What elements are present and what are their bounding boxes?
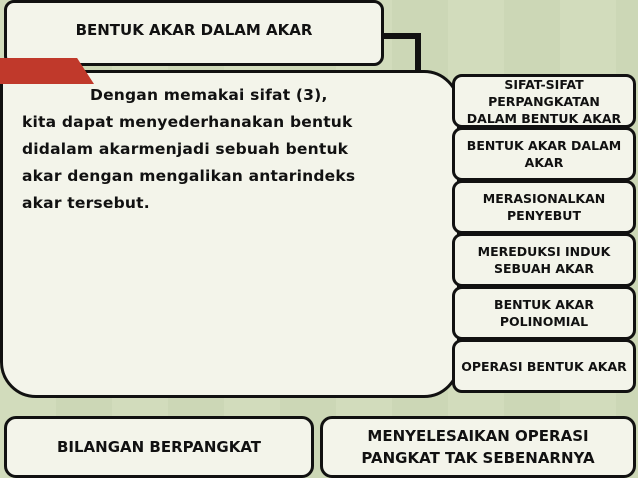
footer-button-label: BILANGAN BERPANGKAT <box>56 438 262 456</box>
menu-button-sifat-sifat[interactable] <box>452 74 636 128</box>
menu-button-label: MERASIONALKAN PENYEBUT <box>482 191 606 223</box>
footer-button-label: MENYELESAIKAN OPERASI PANGKAT TAK SEBENARNYA <box>361 427 595 467</box>
menu-button-label: OPERASI BENTUK AKAR <box>461 358 627 374</box>
footer-button-bilangan-berpangkat[interactable] <box>4 416 314 478</box>
menu-button-operasi[interactable] <box>452 339 636 393</box>
page-title <box>4 0 384 66</box>
content-line-3: didalam akarmenjadi sebuah bentuk <box>22 140 349 158</box>
content-line-4: akar dengan mengalikan antarindeks <box>22 167 356 185</box>
menu-button-label: MEREDUKSI INDUK SEBUAH AKAR <box>477 244 611 276</box>
menu-button-merasionalkan[interactable] <box>452 180 636 234</box>
menu-button-polinomial[interactable] <box>452 286 636 340</box>
footer-button-operasi-pangkat[interactable] <box>320 416 636 478</box>
menu-button-label: BENTUK AKAR DALAM AKAR <box>466 138 622 170</box>
menu-button-label: BENTUK AKAR POLINOMIAL <box>494 297 594 329</box>
menu-button-label: SIFAT-SIFAT PERPANGKATAN DALAM BENTUK AKAR <box>466 76 622 126</box>
content-line-5: akar tersebut. <box>22 194 150 212</box>
content-text <box>22 82 402 217</box>
menu-button-mereduksi[interactable] <box>452 233 636 287</box>
menu-button-akar-dalam-akar[interactable] <box>452 127 636 181</box>
page-title-text: BENTUK AKAR DALAM AKAR <box>75 21 313 39</box>
content-line-1: Dengan memakai sifat (3), <box>90 86 328 104</box>
content-line-2: kita dapat menyederhanakan bentuk <box>22 113 353 131</box>
